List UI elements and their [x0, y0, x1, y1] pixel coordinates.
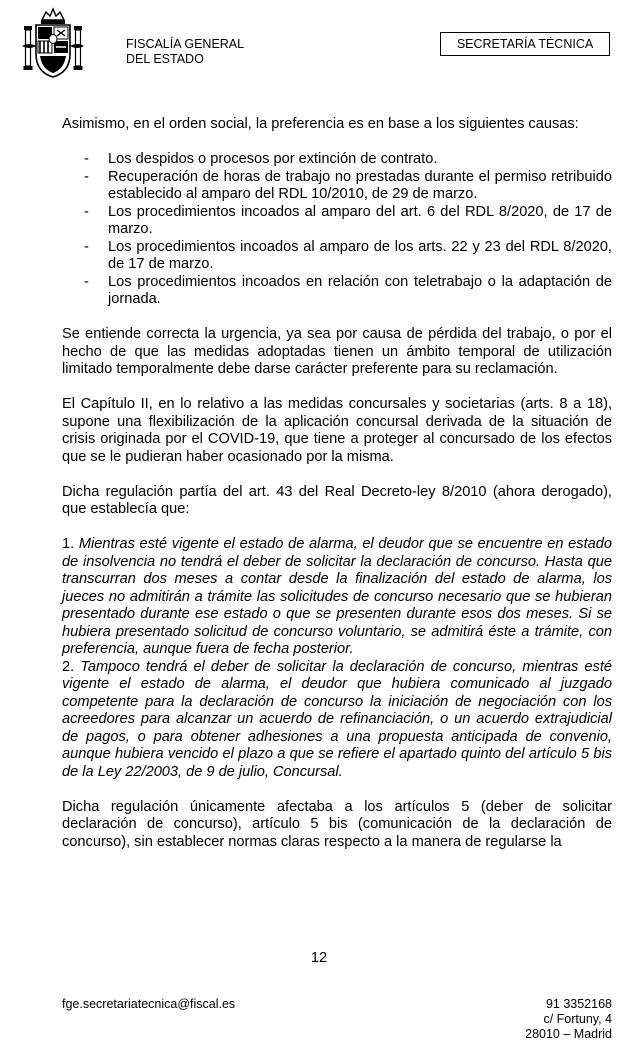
chapter-two-paragraph: El Capítulo II, en lo relativo a las medidas concursales y societarias (arts. 8 a 18), supone una flexibilización de la aplicación concursal derivada de la situación de crisis originada por el COVID-19, que tiene a proteger al concursado de los efectos que se le pudieran haber ocasionado por la misma. — [62, 396, 612, 465]
footer-address — [525, 997, 612, 1042]
list-marker: - — [84, 168, 89, 185]
quoted-clause-2 — [62, 659, 612, 782]
coat-of-arms-icon — [20, 6, 86, 80]
list-item — [62, 239, 612, 274]
list-marker: - — [84, 203, 89, 220]
intro-paragraph: Asimismo, en el orden social, la preferencia es en base a los siguientes causas: — [62, 116, 579, 132]
regulation-paragraph: Dicha regulación partía del art. 43 del Real Decreto-ley 8/2010 (ahora derogado), que establecía que: — [62, 483, 612, 517]
institution-name — [126, 37, 244, 67]
list-marker: - — [84, 273, 89, 290]
list-item-text: Los procedimientos incoados al amparo del art. 6 del RDL 8/2020, de 17 de marzo. — [108, 203, 612, 237]
footer-city: 28010 – Madrid — [525, 1027, 612, 1041]
footer-street: c/ Fortuny, 4 — [543, 1012, 612, 1026]
page-header — [0, 0, 638, 90]
page-number: 12 — [310, 950, 328, 966]
clause-number: 2. — [62, 658, 75, 675]
list-item-text: Recuperación de horas de trabajo no prestadas durante el permiso retribuido establecido al amparo del RDL 10/2010, de 29 de marzo. — [108, 168, 612, 202]
list-item — [62, 204, 612, 239]
urgency-paragraph: Se entiende correcta la urgencia, ya sea por causa de pérdida del trabajo, o por el hecho de que las medidas adoptadas tienen un ámbito temporal de utilización limitado temporalmente debe darse carácter preferente para su reclamación. — [62, 326, 612, 377]
list-item — [62, 274, 612, 309]
institution-name-line2: DEL ESTADO — [126, 52, 204, 66]
document-body — [62, 116, 612, 851]
clause-number: 1. — [62, 536, 75, 552]
clause-text: Mientras esté vigente el estado de alarma, el deudor que se encuentre en estado de insolvencia no tendrá el deber de solicitar la declaración de concurso. Hasta que transcurran dos meses a contar desde la finalización del estado de alarma, los jueces no admitirán a trámite las solicitudes de concurso necesario que se hubieran presentado durante ese estado o que se presenten durante esos dos meses. Si se hubiera presentado solicitud de concurso voluntario, se admitirá éste a trámite, con preferencia, aunque fuera de fecha posterior. — [62, 536, 612, 657]
list-item-text: Los procedimientos incoados al amparo de los arts. 22 y 23 del RDL 8/2020, de 17 de marzo. — [108, 238, 612, 272]
causes-list — [62, 151, 612, 309]
footer-email: fge.secretariatecnica@fiscal.es — [62, 997, 236, 1011]
list-item — [62, 169, 612, 204]
institution-name-line1: FISCALÍA GENERAL — [126, 37, 245, 51]
department-badge: SECRETARÍA TÉCNICA — [440, 32, 610, 56]
list-marker: - — [84, 238, 89, 255]
quoted-clause-1 — [62, 536, 612, 659]
quoted-article — [62, 536, 612, 781]
clause-text: Tampoco tendrá el deber de solicitar la declaración de concurso, mientras esté vigente el estado de alarma, el deudor que hubiera comunicado al juzgado competente para la declaración de concurso la iniciación de negociación con los acreedores para alcanzar un acuerdo de refinanciación, o un acuerdo extrajudicial de pagos, o para obtener adhesiones a una propuesta anticipada de convenio, aunque hubiera vencido el plazo a que se refiere el apartado quinto del artículo 5 bis de la Ley 22/2003, de 9 de julio, Concursal. — [62, 658, 612, 780]
closing-paragraph: Dicha regulación únicamente afectaba a los artículos 5 (deber de solicitar declaración de concurso), artículo 5 bis (comunicación de la declaración de concurso), sin establecer normas claras respecto a la manera de regularse la — [62, 798, 612, 850]
list-item-text: Los despidos o procesos por extinción de contrato. — [108, 151, 438, 167]
list-item-text: Los procedimientos incoados en relación con teletrabajo o la adaptación de jornada. — [108, 273, 612, 307]
list-marker: - — [84, 151, 89, 167]
footer-phone: 91 3352168 — [545, 997, 612, 1011]
list-item — [62, 151, 612, 169]
